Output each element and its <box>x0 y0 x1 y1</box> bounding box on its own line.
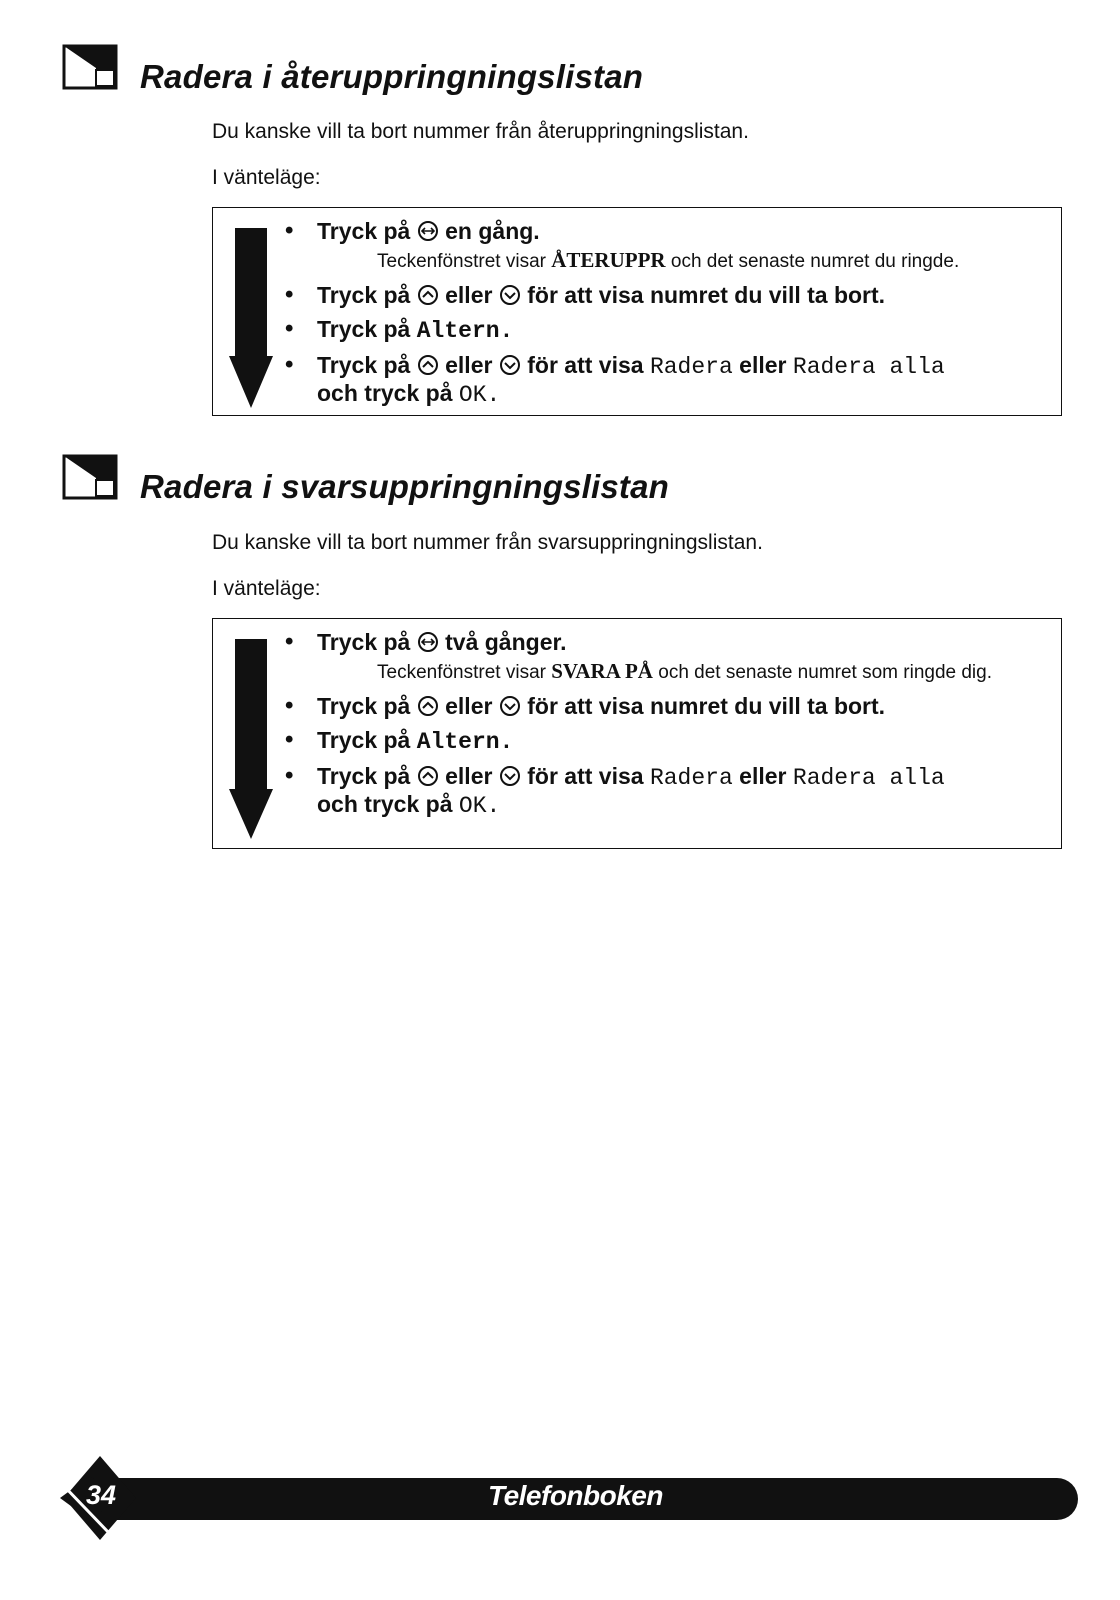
section-marker-icon <box>62 454 118 500</box>
chapter-title: Telefonboken <box>488 1480 663 1511</box>
up-arrow-key-icon <box>417 284 439 306</box>
step-4: • Tryck på eller för att visa Radera eller Radera alla och tryck på OK. <box>285 352 1051 408</box>
option-delete: Radera <box>649 354 733 380</box>
section-title: Radera i svarsuppringningslistan <box>140 468 670 505</box>
down-arrow-key-icon <box>499 284 521 306</box>
option-delete-all: Radera alla <box>792 765 945 791</box>
section-intro: Du kanske vill ta bort nummer från återuppringningslistan. <box>212 120 749 143</box>
steps-box <box>212 618 1062 849</box>
down-arrow-key-icon <box>499 695 521 717</box>
menu-option: Altern. <box>416 729 514 755</box>
ok-key: OK. <box>458 382 501 408</box>
step-1: • Tryck på en gång. Teckenfönstret visar ÅTERUPPR och det senaste numret du ringde. <box>285 218 1051 274</box>
up-arrow-key-icon <box>417 354 439 376</box>
standby-label: I vänteläge: <box>212 166 321 189</box>
ok-key: OK. <box>458 793 501 819</box>
option-delete: Radera <box>649 765 733 791</box>
option-delete-all: Radera alla <box>792 354 945 380</box>
page-number: 34 <box>86 1480 117 1510</box>
display-note: Teckenfönstret visar SVARA PÅ och det senaste numret som ringde dig. <box>377 659 992 683</box>
page-footer <box>48 1474 1078 1522</box>
up-arrow-key-icon <box>417 765 439 787</box>
step-3: • Tryck på Altern. <box>285 316 1051 344</box>
step-1: • Tryck på två gånger. Teckenfönstret visar SVARA PÅ och det senaste numret som ringde dig. <box>285 629 1051 685</box>
menu-option: Altern. <box>416 318 514 344</box>
down-arrow-key-icon <box>499 354 521 376</box>
section-marker-icon <box>62 44 118 90</box>
section-title: Radera i återuppringningslistan <box>140 58 644 95</box>
phonebook-key-icon <box>417 220 439 242</box>
up-arrow-key-icon <box>417 695 439 717</box>
section-intro: Du kanske vill ta bort nummer från svarsuppringningslistan. <box>212 531 763 554</box>
display-text: SVARA PÅ <box>551 659 653 683</box>
display-text: ÅTERUPPR <box>551 248 666 272</box>
step-2: • Tryck på eller för att visa numret du vill ta bort. <box>285 693 1051 719</box>
standby-label: I vänteläge: <box>212 577 321 600</box>
steps-arrow-icon <box>229 639 273 839</box>
steps-list <box>285 218 1051 416</box>
step-2: • Tryck på eller för att visa numret du vill ta bort. <box>285 282 1051 308</box>
steps-arrow-icon <box>229 228 273 408</box>
step-3: • Tryck på Altern. <box>285 727 1051 755</box>
display-note: Teckenfönstret visar ÅTERUPPR och det senaste numret du ringde. <box>377 248 960 272</box>
steps-box <box>212 207 1062 416</box>
step-4: • Tryck på eller för att visa Radera eller Radera alla och tryck på OK. <box>285 763 1051 819</box>
down-arrow-key-icon <box>499 765 521 787</box>
phonebook-key-icon <box>417 631 439 653</box>
steps-list <box>285 629 1051 827</box>
